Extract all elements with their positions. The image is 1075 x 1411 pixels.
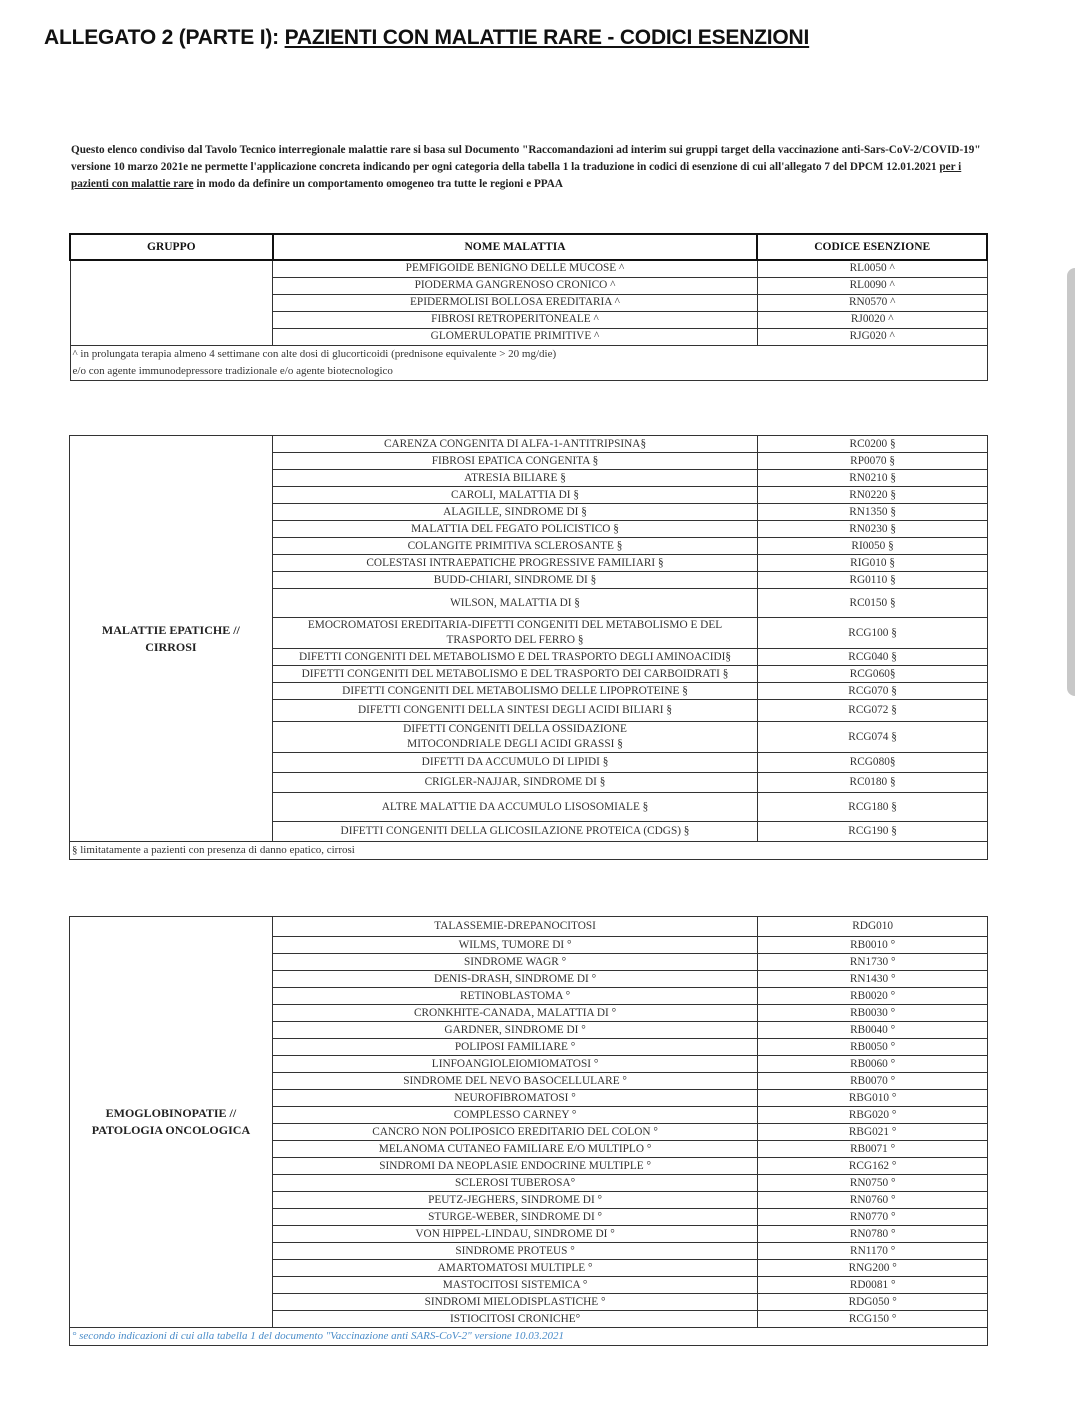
disease-name-cell xyxy=(272,572,757,589)
footnote xyxy=(70,345,987,380)
exemption-code-cell: RB0050 ° xyxy=(758,1039,988,1056)
disease-name: ISTIOCITOSI CRONICHE° xyxy=(450,1312,581,1325)
disease-name-cell xyxy=(272,666,757,683)
exemption-code-cell: RN0750 ° xyxy=(758,1175,988,1192)
disease-name-cell xyxy=(272,1124,757,1141)
exemption-code-cell: RB0040 ° xyxy=(758,1022,988,1039)
table-emoglobinopatie-oncologica xyxy=(69,916,988,1346)
group-label: EMOGLOBINOPATIE // xyxy=(105,1106,237,1120)
exemption-code-cell: RCG070 § xyxy=(758,683,988,700)
exemption-code-cell: RB0071 ° xyxy=(758,1141,988,1158)
disease-name: PEMFIGOIDE BENIGNO DELLE MUCOSE ^ xyxy=(405,262,625,275)
footnote: ° secondo indicazioni di cui alla tabella 1 del documento "Vaccinazione anti SARS-CoV-2" versione 10.03.2021 xyxy=(70,1328,988,1346)
exemption-code-cell: RC0200 § xyxy=(758,436,988,453)
disease-name: SINDROMI MIELODISPLASTICHE ° xyxy=(424,1295,606,1308)
exemption-code-cell: RN1170 ° xyxy=(758,1243,988,1260)
disease-name: FIBROSI EPATICA CONGENITA § xyxy=(431,454,599,467)
disease-name: EMOCROMATOSI EREDITARIA-DIFETTI CONGENITI DEL METABOLISMO E DEL TRASPORTO DEL FERRO § xyxy=(307,619,723,646)
group-cell xyxy=(70,917,273,1328)
disease-name-cell xyxy=(272,487,757,504)
disease-name-cell xyxy=(272,538,757,555)
disease-name-cell xyxy=(272,504,757,521)
disease-name: DIFETTI DA ACCUMULO DI LIPIDI § xyxy=(421,756,609,768)
exemption-code-cell: RG0110 § xyxy=(758,572,988,589)
disease-name-cell xyxy=(272,1175,757,1192)
exemption-code-cell: RCG100 § xyxy=(758,618,988,649)
disease-name: MITOCONDRIALE DEGLI ACIDI GRASSI § xyxy=(407,738,623,750)
table-footnote-row xyxy=(70,1328,988,1346)
exemption-code-cell: RN0780 ° xyxy=(758,1226,988,1243)
header-nome-malattia: NOME MALATTIA xyxy=(273,234,758,260)
exemption-code-cell: RCG150 ° xyxy=(758,1311,988,1328)
exemption-code-cell: RCG072 § xyxy=(758,700,988,722)
disease-name-cell xyxy=(272,1141,757,1158)
intro-text: Questo elenco condiviso dal Tavolo Tecnico interregionale malattie rare si basa sul Documento "Raccomandazioni ad interim sui gruppi target della vaccinazione anti-Sars-CoV-2/COVID-19" versione 10 marzo 2021e ne permette l'applicazione concreta indicando per ogni categoria della tabella 1 la traduzione in codici di esenzione di cui all'allegato 7 del DPCM 12.01.2021 xyxy=(71,144,981,173)
intro-underlined-text: per i pazienti con malattie rare xyxy=(71,161,962,190)
disease-name-cell xyxy=(272,683,757,700)
disease-name: CARENZA CONGENITA DI ALFA-1-ANTITRIPSINA§ xyxy=(383,437,647,450)
disease-name: NEUROFIBROMATOSI ° xyxy=(454,1091,576,1104)
disease-name: DENIS-DRASH, SINDROME DI ° xyxy=(434,972,597,985)
exemption-code-cell: RCG040 § xyxy=(758,649,988,666)
disease-name: SINDROMI DA NEOPLASIE ENDOCRINE MULTIPLE ° xyxy=(379,1159,651,1172)
disease-name: PEUTZ-JEGHERS, SINDROME DI ° xyxy=(428,1193,603,1206)
disease-name-cell xyxy=(272,589,757,618)
disease-name-cell xyxy=(273,260,758,277)
disease-name-cell xyxy=(272,1311,757,1328)
exemption-code-cell: RB0010 ° xyxy=(758,937,988,954)
disease-name: DIFETTI CONGENITI DELLA OSSIDAZIONE xyxy=(403,723,627,735)
disease-name: ALTRE MALATTIE DA ACCUMULO LISOSOMIALE § xyxy=(381,800,649,813)
disease-name-cell xyxy=(272,700,757,722)
disease-name: COMPLESSO CARNEY ° xyxy=(453,1108,577,1121)
exemption-code-cell: RIG010 § xyxy=(758,555,988,572)
disease-name: SINDROME DEL NEVO BASOCELLULARE ° xyxy=(403,1074,627,1087)
table-row xyxy=(70,436,988,453)
disease-name-cell xyxy=(272,1226,757,1243)
group-label: CIRROSI xyxy=(145,639,197,654)
exemption-code-cell: RN0570 ^ xyxy=(757,294,987,311)
intro-paragraph xyxy=(71,142,991,193)
disease-name-cell xyxy=(273,311,758,328)
disease-name: VON HIPPEL-LINDAU, SINDROME DI ° xyxy=(415,1227,615,1240)
exemption-code-cell: RI0050 § xyxy=(758,538,988,555)
disease-name-cell xyxy=(272,773,757,793)
disease-name-cell xyxy=(272,1243,757,1260)
disease-name-cell xyxy=(272,1056,757,1073)
disease-name-cell xyxy=(272,555,757,572)
disease-name: SCLEROSI TUBEROSA° xyxy=(455,1176,576,1189)
exemption-code-cell: RL0050 ^ xyxy=(757,260,987,277)
disease-name: COLESTASI INTRAEPATICHE PROGRESSIVE FAMILIARI § xyxy=(366,556,664,569)
exemption-code-cell: RD0081 ° xyxy=(758,1277,988,1294)
disease-name-cell xyxy=(272,1107,757,1124)
disease-name: AMARTOMATOSI MULTIPLE ° xyxy=(437,1261,593,1274)
exemption-code-cell: RDG010 xyxy=(758,917,988,937)
disease-name-cell xyxy=(272,1005,757,1022)
disease-name-cell xyxy=(272,954,757,971)
disease-name: WILSON, MALATTIA DI § xyxy=(450,596,580,609)
exemption-code-cell: RDG050 ° xyxy=(758,1294,988,1311)
disease-name: LINFOANGIOLEIOMIOMATOSI ° xyxy=(431,1057,599,1070)
disease-name-cell xyxy=(272,1260,757,1277)
exemption-code-cell: RN0230 § xyxy=(758,521,988,538)
disease-name: GARDNER, SINDROME DI ° xyxy=(444,1023,586,1036)
disease-name-cell xyxy=(272,1022,757,1039)
table-row xyxy=(70,917,988,937)
disease-name-cell xyxy=(272,793,757,822)
exemption-code-cell: RP0070 § xyxy=(758,453,988,470)
exemption-code-cell: RN1430 ° xyxy=(758,971,988,988)
disease-name-cell xyxy=(272,988,757,1005)
exemption-code-cell: RL0090 ^ xyxy=(757,277,987,294)
group-cell xyxy=(70,260,273,345)
disease-name: MALATTIA DEL FEGATO POLICISTICO § xyxy=(411,522,619,535)
exemption-code-cell: RBG021 ° xyxy=(758,1124,988,1141)
disease-name-cell xyxy=(273,277,758,294)
exemption-code-cell: RCG074 § xyxy=(758,722,988,753)
exemption-code-cell: RBG010 ° xyxy=(758,1090,988,1107)
exemption-code-cell: RN1350 § xyxy=(758,504,988,521)
disease-name: MASTOCITOSI SISTEMICA ° xyxy=(442,1278,588,1291)
disease-name: TALASSEMIE-DREPANOCITOSI xyxy=(434,920,596,932)
disease-name: CAROLI, MALATTIA DI § xyxy=(451,488,580,501)
disease-name-cell xyxy=(272,1209,757,1226)
table-header-row xyxy=(70,234,987,260)
disease-name: ATRESIA BILIARE § xyxy=(464,471,566,484)
disease-name-cell xyxy=(272,971,757,988)
disease-name: GLOMERULOPATIE PRIMITIVE ^ xyxy=(430,330,600,342)
scrollbar[interactable] xyxy=(1067,268,1075,696)
exemption-code-cell: RJG020 ^ xyxy=(757,328,987,345)
exemption-code-cell: RN0760 ° xyxy=(758,1192,988,1209)
disease-name-cell xyxy=(272,521,757,538)
disease-name-cell xyxy=(272,1039,757,1056)
table-footnote-row xyxy=(70,842,988,860)
exemption-code-cell: RNG200 ° xyxy=(758,1260,988,1277)
disease-name: EPIDERMOLISI BOLLOSA EREDITARIA ^ xyxy=(410,296,620,308)
disease-name-cell xyxy=(272,649,757,666)
exemption-code-cell: RJ0020 ^ xyxy=(757,311,987,328)
disease-name: MELANOMA CUTANEO FAMILIARE E/O MULTIPLO ° xyxy=(378,1142,652,1155)
footnote-line: e/o con agente immunodepressore tradizionale e/o agente biotecnologico xyxy=(72,364,393,377)
exemption-code-cell: RC0180 § xyxy=(758,773,988,793)
disease-name-cell xyxy=(272,1277,757,1294)
disease-name: DIFETTI CONGENITI DEL METABOLISMO E DEL TRASPORTO DEGLI AMINOACIDI§ xyxy=(298,650,732,663)
exemption-code-cell: RN0220 § xyxy=(758,487,988,504)
header-codice-esenzione: CODICE ESENZIONE xyxy=(757,234,987,260)
exemption-code-cell: RCG060§ xyxy=(758,666,988,683)
disease-name-cell xyxy=(272,1294,757,1311)
disease-name: RETINOBLASTOMA ° xyxy=(460,989,571,1002)
group-cell xyxy=(70,436,273,842)
disease-name-cell xyxy=(272,453,757,470)
disease-name: FIBROSI RETROPERITONEALE ^ xyxy=(431,313,599,325)
disease-name-cell xyxy=(272,1158,757,1175)
disease-name-cell xyxy=(272,618,757,649)
exemption-code-cell: RBG020 ° xyxy=(758,1107,988,1124)
disease-name: DIFETTI CONGENITI DELLA GLICOSILAZIONE PROTEICA (CDGS) § xyxy=(340,825,690,837)
footnote-line: ^ in prolungata terapia almeno 4 settimane con alte dosi di glucorticoidi (prednisone equivalente > 20 mg/die) xyxy=(72,347,557,360)
disease-name-cell xyxy=(272,1090,757,1107)
disease-name: PIODERMA GANGRENOSO CRONICO ^ xyxy=(414,279,616,291)
disease-name-cell xyxy=(273,294,758,311)
group-label: PATOLOGIA ONCOLOGICA xyxy=(91,1123,251,1137)
exemption-code-cell: RB0060 ° xyxy=(758,1056,988,1073)
disease-name: BUDD-CHIARI, SINDROME DI § xyxy=(433,573,597,586)
title-underlined: PAZIENTI CON MALATTIE RARE - CODICI ESENZIONI xyxy=(284,26,810,49)
exemption-code-cell: RB0070 ° xyxy=(758,1073,988,1090)
disease-name: STURGE-WEBER, SINDROME DI ° xyxy=(428,1210,603,1223)
exemption-code-cell: RCG190 § xyxy=(758,822,988,842)
exemption-code-cell: RB0030 ° xyxy=(758,1005,988,1022)
exemption-code-cell: RN0770 ° xyxy=(758,1209,988,1226)
group-label: MALATTIE EPATICHE // xyxy=(101,622,240,637)
disease-name-cell xyxy=(272,917,757,937)
disease-name: DIFETTI CONGENITI DELLA SINTESI DEGLI ACIDI BILIARI § xyxy=(357,704,673,716)
disease-name: CRIGLER-NAJJAR, SINDROME DI § xyxy=(424,776,606,788)
exemption-code-cell: RCG180 § xyxy=(758,793,988,822)
disease-name: POLIPOSI FAMILIARE ° xyxy=(454,1040,576,1053)
exemption-code-cell: RN1730 ° xyxy=(758,954,988,971)
disease-name-cell xyxy=(273,328,758,345)
disease-name-cell xyxy=(272,436,757,453)
disease-name-cell xyxy=(272,937,757,954)
disease-name: DIFETTI CONGENITI DEL METABOLISMO E DEL TRASPORTO DEI CARBOIDRATI § xyxy=(301,667,729,680)
disease-name: CRONKHITE-CANADA, MALATTIA DI ° xyxy=(413,1006,617,1019)
table-immunosuppression xyxy=(69,233,988,381)
disease-name: CANCRO NON POLIPOSICO EREDITARIO DEL COLON ° xyxy=(372,1125,658,1138)
disease-name: SINDROME WAGR ° xyxy=(463,955,567,968)
disease-name-cell xyxy=(272,470,757,487)
table-malattie-epatiche xyxy=(69,435,988,860)
intro-text-end: in modo da definire un comportamento omogeneo tra tutte le regioni e PPAA xyxy=(193,178,563,190)
disease-name-cell xyxy=(272,753,757,773)
disease-name: SINDROME PROTEUS ° xyxy=(455,1244,575,1257)
table-row xyxy=(70,260,987,277)
footnote: § limitatamente a pazienti con presenza di danno epatico, cirrosi xyxy=(70,842,988,860)
exemption-code-cell: RCG162 ° xyxy=(758,1158,988,1175)
exemption-code-cell: RC0150 § xyxy=(758,589,988,618)
exemption-code-cell: RCG080§ xyxy=(758,753,988,773)
disease-name: COLANGITE PRIMITIVA SCLEROSANTE § xyxy=(407,539,623,552)
page-title xyxy=(44,26,809,50)
title-prefix: ALLEGATO 2 (PARTE I): xyxy=(44,26,285,49)
table-footnote-row xyxy=(70,345,987,380)
disease-name-cell xyxy=(272,722,757,753)
exemption-code-cell: RN0210 § xyxy=(758,470,988,487)
disease-name: WILMS, TUMORE DI ° xyxy=(458,938,572,951)
disease-name-cell xyxy=(272,1073,757,1090)
disease-name: DIFETTI CONGENITI DEL METABOLISMO DELLE LIPOPROTEINE § xyxy=(342,684,688,697)
disease-name-cell xyxy=(272,822,757,842)
header-gruppo: GRUPPO xyxy=(70,234,273,260)
exemption-code-cell: RB0020 ° xyxy=(758,988,988,1005)
disease-name-cell xyxy=(272,1192,757,1209)
disease-name: ALAGILLE, SINDROME DI § xyxy=(443,505,587,518)
